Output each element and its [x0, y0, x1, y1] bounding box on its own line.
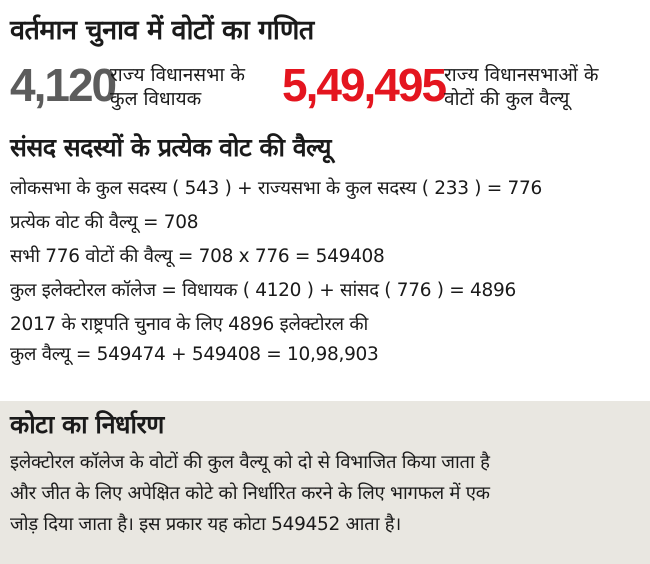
calc-line-total-mp-value: सभी 776 वोटों की वैल्यू = 708 x 776 = 549408 [10, 246, 385, 267]
quota-text-line3: जोड़ दिया जाता है। इस प्रकार यह कोटा 549452 आता है। [10, 514, 402, 535]
calc-line-2017-intro: 2017 के राष्ट्रपति चुनाव के लिए 4896 इलेक्टोरल की [10, 314, 369, 335]
page-title: वर्तमान चुनाव में वोटों का गणित [10, 15, 314, 46]
quota-heading: कोटा का निर्धारण [10, 410, 164, 439]
mla-count-label [110, 63, 245, 111]
quota-description [10, 447, 640, 540]
mp-vote-value-heading: संसद सदस्यों के प्रत्येक वोट की वैल्यू [10, 133, 332, 162]
mla-count-value: 4,120 [10, 59, 116, 111]
assembly-vote-label [444, 63, 598, 111]
mla-count-label-line1: राज्य विधानसभा के [110, 64, 246, 86]
assembly-vote-label-line1: राज्य विधानसभाओं के [444, 64, 599, 86]
assembly-vote-value: 5,49,495 [282, 59, 446, 111]
mp-vote-calculation-list [10, 172, 640, 368]
quota-text-line1: इलेक्टोरल कॉलेज के वोटों की कुल वैल्यू को दो से विभाजित किया जाता है [10, 452, 490, 473]
quota-box [0, 401, 650, 564]
calc-line-members: लोकसभा के कुल सदस्य ( 543 ) + राज्यसभा के कुल सदस्य ( 233 ) = 776 [10, 178, 542, 199]
calc-line-electoral-college: कुल इलेक्टोरल कॉलेज = विधायक ( 4120 ) + सांसद ( 776 ) = 4896 [10, 280, 516, 301]
assembly-vote-label-line2: वोटों की कुल वैल्यू [444, 88, 570, 110]
calc-line-2017-total: कुल वैल्यू = 549474 + 549408 = 10,98,903 [10, 344, 379, 365]
quota-text-line2: और जीत के लिए अपेक्षित कोटे को निर्धारित करने के लिए भागफल में एक [10, 483, 490, 504]
mla-count-label-line2: कुल विधायक [110, 88, 202, 110]
calc-line-vote-value: प्रत्येक वोट की वैल्यू = 708 [10, 212, 199, 233]
